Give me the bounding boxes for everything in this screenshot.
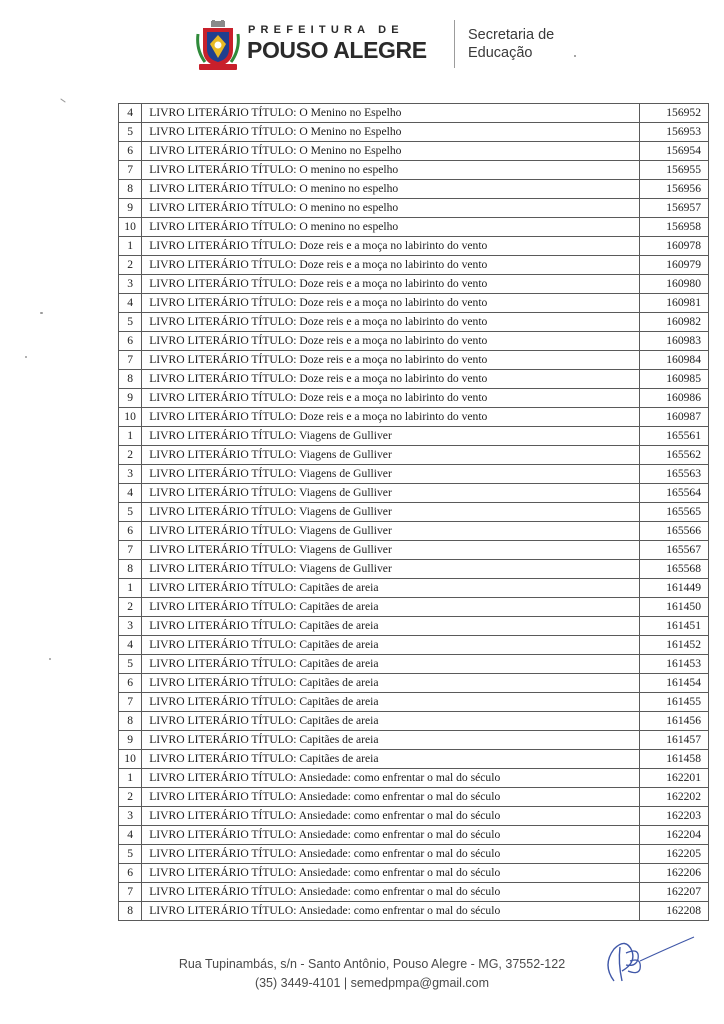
item-description-cell: LIVRO LITERÁRIO TÍTULO: Viagens de Gulliver (142, 465, 640, 484)
header-divider (454, 20, 455, 68)
item-description-cell: LIVRO LITERÁRIO TÍTULO: Ansiedade: como enfrentar o mal do século (142, 826, 640, 845)
city-crest-icon (196, 20, 240, 72)
item-number-cell: 6 (119, 674, 142, 693)
item-code-cell: 165567 (640, 541, 709, 560)
item-description-cell: LIVRO LITERÁRIO TÍTULO: Ansiedade: como enfrentar o mal do século (142, 788, 640, 807)
item-number-cell: 4 (119, 484, 142, 503)
item-number-cell: 5 (119, 503, 142, 522)
item-description-cell: LIVRO LITERÁRIO TÍTULO: Doze reis e a moça no labirinto do vento (142, 389, 640, 408)
item-number-cell: 3 (119, 465, 142, 484)
item-code-cell: 161454 (640, 674, 709, 693)
item-code-cell: 165563 (640, 465, 709, 484)
item-code-cell: 161452 (640, 636, 709, 655)
table-row (119, 161, 709, 180)
table-row (119, 769, 709, 788)
item-number-cell: 9 (119, 389, 142, 408)
item-number-cell: 4 (119, 636, 142, 655)
item-description-cell: LIVRO LITERÁRIO TÍTULO: Viagens de Gulliver (142, 503, 640, 522)
table-row (119, 902, 709, 921)
item-number-cell: 1 (119, 237, 142, 256)
table-row (119, 845, 709, 864)
table-row (119, 294, 709, 313)
item-number-cell: 2 (119, 446, 142, 465)
item-description-cell: LIVRO LITERÁRIO TÍTULO: Capitães de areia (142, 750, 640, 769)
item-code-cell: 165566 (640, 522, 709, 541)
department-name (468, 26, 554, 62)
item-description-cell: LIVRO LITERÁRIO TÍTULO: Doze reis e a moça no labirinto do vento (142, 237, 640, 256)
table-row (119, 617, 709, 636)
item-description-cell: LIVRO LITERÁRIO TÍTULO: Viagens de Gulliver (142, 427, 640, 446)
item-code-cell: 160987 (640, 408, 709, 427)
table-row (119, 674, 709, 693)
item-code-cell: 162204 (640, 826, 709, 845)
item-number-cell: 2 (119, 788, 142, 807)
item-description-cell: LIVRO LITERÁRIO TÍTULO: Doze reis e a moça no labirinto do vento (142, 351, 640, 370)
item-number-cell: 1 (119, 427, 142, 446)
item-number-cell: 8 (119, 712, 142, 731)
item-code-cell: 162203 (640, 807, 709, 826)
table-row (119, 408, 709, 427)
scan-speck (49, 658, 51, 660)
item-code-cell: 161458 (640, 750, 709, 769)
item-number-cell: 8 (119, 560, 142, 579)
item-description-cell: LIVRO LITERÁRIO TÍTULO: Doze reis e a moça no labirinto do vento (142, 294, 640, 313)
table-row (119, 389, 709, 408)
item-number-cell: 8 (119, 902, 142, 921)
item-code-cell: 165568 (640, 560, 709, 579)
table-row (119, 142, 709, 161)
item-number-cell: 3 (119, 617, 142, 636)
item-code-cell: 162208 (640, 902, 709, 921)
table-row (119, 370, 709, 389)
item-description-cell: LIVRO LITERÁRIO TÍTULO: O menino no espelho (142, 161, 640, 180)
item-number-cell: 5 (119, 655, 142, 674)
item-description-cell: LIVRO LITERÁRIO TÍTULO: O menino no espelho (142, 180, 640, 199)
table-row (119, 807, 709, 826)
item-description-cell: LIVRO LITERÁRIO TÍTULO: Viagens de Gulliver (142, 484, 640, 503)
item-code-cell: 156957 (640, 199, 709, 218)
book-items-table (118, 103, 709, 921)
item-number-cell: 5 (119, 845, 142, 864)
item-description-cell: LIVRO LITERÁRIO TÍTULO: Doze reis e a moça no labirinto do vento (142, 408, 640, 427)
table-row (119, 826, 709, 845)
item-code-cell: 160981 (640, 294, 709, 313)
item-description-cell: LIVRO LITERÁRIO TÍTULO: Capitães de areia (142, 655, 640, 674)
item-number-cell: 3 (119, 807, 142, 826)
table-row (119, 465, 709, 484)
table-row (119, 731, 709, 750)
table-row (119, 180, 709, 199)
item-description-cell: LIVRO LITERÁRIO TÍTULO: O Menino no Espelho (142, 123, 640, 142)
item-description-cell: LIVRO LITERÁRIO TÍTULO: Ansiedade: como enfrentar o mal do século (142, 845, 640, 864)
item-code-cell: 160982 (640, 313, 709, 332)
item-description-cell: LIVRO LITERÁRIO TÍTULO: O menino no espelho (142, 218, 640, 237)
item-code-cell: 162205 (640, 845, 709, 864)
scan-speck (25, 356, 27, 358)
item-number-cell: 6 (119, 332, 142, 351)
item-code-cell: 156956 (640, 180, 709, 199)
item-number-cell: 9 (119, 731, 142, 750)
table-row (119, 237, 709, 256)
item-description-cell: LIVRO LITERÁRIO TÍTULO: Capitães de areia (142, 636, 640, 655)
table-row (119, 275, 709, 294)
item-code-cell: 161449 (640, 579, 709, 598)
item-number-cell: 1 (119, 769, 142, 788)
item-description-cell: LIVRO LITERÁRIO TÍTULO: Capitães de areia (142, 579, 640, 598)
item-code-cell: 156955 (640, 161, 709, 180)
table-row (119, 541, 709, 560)
table-row (119, 598, 709, 617)
item-number-cell: 5 (119, 123, 142, 142)
item-number-cell: 8 (119, 370, 142, 389)
item-code-cell: 160979 (640, 256, 709, 275)
item-description-cell: LIVRO LITERÁRIO TÍTULO: Ansiedade: como enfrentar o mal do século (142, 902, 640, 921)
item-code-cell: 160978 (640, 237, 709, 256)
prefeitura-logo (196, 18, 576, 74)
item-description-cell: LIVRO LITERÁRIO TÍTULO: Capitães de areia (142, 598, 640, 617)
item-description-cell: LIVRO LITERÁRIO TÍTULO: Ansiedade: como enfrentar o mal do século (142, 769, 640, 788)
table-row (119, 522, 709, 541)
item-number-cell: 10 (119, 218, 142, 237)
table-row (119, 579, 709, 598)
item-description-cell: LIVRO LITERÁRIO TÍTULO: Ansiedade: como enfrentar o mal do século (142, 883, 640, 902)
footer-address: Rua Tupinambás, s/n - Santo Antônio, Pouso Alegre - MG, 37552-122 (178, 957, 566, 971)
item-number-cell: 4 (119, 104, 142, 123)
table-row (119, 427, 709, 446)
table-row (119, 446, 709, 465)
table-row (119, 503, 709, 522)
item-number-cell: 7 (119, 161, 142, 180)
item-number-cell: 1 (119, 579, 142, 598)
table-row (119, 199, 709, 218)
item-code-cell: 162202 (640, 788, 709, 807)
table-row (119, 864, 709, 883)
table-row (119, 655, 709, 674)
item-code-cell: 156958 (640, 218, 709, 237)
item-number-cell: 5 (119, 313, 142, 332)
item-number-cell: 7 (119, 541, 142, 560)
item-code-cell: 162206 (640, 864, 709, 883)
item-number-cell: 6 (119, 522, 142, 541)
item-code-cell: 160986 (640, 389, 709, 408)
item-code-cell: 161455 (640, 693, 709, 712)
brand-top-text: PREFEITURA DE (248, 24, 404, 36)
item-description-cell: LIVRO LITERÁRIO TÍTULO: Capitães de areia (142, 712, 640, 731)
item-description-cell: LIVRO LITERÁRIO TÍTULO: Viagens de Gulliver (142, 541, 640, 560)
page-header (0, 0, 724, 95)
handwritten-signature (596, 931, 696, 987)
item-number-cell: 7 (119, 693, 142, 712)
item-code-cell: 165564 (640, 484, 709, 503)
item-number-cell: 3 (119, 275, 142, 294)
department-line-1: Secretaria de (468, 27, 555, 43)
item-description-cell: LIVRO LITERÁRIO TÍTULO: Capitães de areia (142, 617, 640, 636)
table-row (119, 332, 709, 351)
item-code-cell: 165561 (640, 427, 709, 446)
item-code-cell: 165565 (640, 503, 709, 522)
table-row (119, 351, 709, 370)
table-row (119, 218, 709, 237)
item-description-cell: LIVRO LITERÁRIO TÍTULO: O Menino no Espelho (142, 142, 640, 161)
item-description-cell: LIVRO LITERÁRIO TÍTULO: Ansiedade: como enfrentar o mal do século (142, 864, 640, 883)
table-row (119, 104, 709, 123)
item-number-cell: 9 (119, 199, 142, 218)
item-code-cell: 156952 (640, 104, 709, 123)
item-number-cell: 2 (119, 598, 142, 617)
item-number-cell: 2 (119, 256, 142, 275)
item-description-cell: LIVRO LITERÁRIO TÍTULO: Viagens de Gulliver (142, 522, 640, 541)
page-footer (0, 945, 724, 1005)
table-row (119, 256, 709, 275)
item-description-cell: LIVRO LITERÁRIO TÍTULO: O menino no espelho (142, 199, 640, 218)
item-number-cell: 10 (119, 750, 142, 769)
item-description-cell: LIVRO LITERÁRIO TÍTULO: Doze reis e a moça no labirinto do vento (142, 313, 640, 332)
table-row (119, 750, 709, 769)
table-row (119, 560, 709, 579)
scan-speck (40, 312, 43, 314)
item-number-cell: 6 (119, 864, 142, 883)
item-number-cell: 4 (119, 826, 142, 845)
table-row (119, 693, 709, 712)
item-code-cell: 161451 (640, 617, 709, 636)
item-number-cell: 7 (119, 351, 142, 370)
item-number-cell: 6 (119, 142, 142, 161)
item-code-cell: 160985 (640, 370, 709, 389)
item-code-cell: 165562 (640, 446, 709, 465)
item-number-cell: 10 (119, 408, 142, 427)
item-code-cell: 160980 (640, 275, 709, 294)
item-description-cell: LIVRO LITERÁRIO TÍTULO: Viagens de Gulliver (142, 560, 640, 579)
item-description-cell: LIVRO LITERÁRIO TÍTULO: Ansiedade: como enfrentar o mal do século (142, 807, 640, 826)
table-row (119, 123, 709, 142)
item-description-cell: LIVRO LITERÁRIO TÍTULO: Doze reis e a moça no labirinto do vento (142, 275, 640, 294)
item-description-cell: LIVRO LITERÁRIO TÍTULO: Capitães de areia (142, 731, 640, 750)
item-code-cell: 162207 (640, 883, 709, 902)
table-row (119, 313, 709, 332)
item-code-cell: 161456 (640, 712, 709, 731)
item-code-cell: 161457 (640, 731, 709, 750)
table-row (119, 788, 709, 807)
item-description-cell: LIVRO LITERÁRIO TÍTULO: O Menino no Espelho (142, 104, 640, 123)
item-number-cell: 4 (119, 294, 142, 313)
item-description-cell: LIVRO LITERÁRIO TÍTULO: Viagens de Gulliver (142, 446, 640, 465)
item-number-cell: 7 (119, 883, 142, 902)
item-code-cell: 160984 (640, 351, 709, 370)
table-row (119, 883, 709, 902)
item-code-cell: 160983 (640, 332, 709, 351)
table-row (119, 712, 709, 731)
table-row (119, 484, 709, 503)
item-code-cell: 156954 (640, 142, 709, 161)
item-code-cell: 161450 (640, 598, 709, 617)
item-description-cell: LIVRO LITERÁRIO TÍTULO: Capitães de areia (142, 674, 640, 693)
table-row (119, 636, 709, 655)
item-description-cell: LIVRO LITERÁRIO TÍTULO: Doze reis e a moça no labirinto do vento (142, 332, 640, 351)
footer-contact: (35) 3449-4101 | semedpmpa@gmail.com (254, 976, 490, 990)
item-code-cell: 161453 (640, 655, 709, 674)
scan-speck (60, 98, 65, 102)
item-code-cell: 162201 (640, 769, 709, 788)
brand-main-text: POUSO ALEGRE (247, 37, 427, 63)
department-line-2: Educação (468, 45, 533, 61)
item-description-cell: LIVRO LITERÁRIO TÍTULO: Doze reis e a moça no labirinto do vento (142, 370, 640, 389)
item-description-cell: LIVRO LITERÁRIO TÍTULO: Doze reis e a moça no labirinto do vento (142, 256, 640, 275)
item-description-cell: LIVRO LITERÁRIO TÍTULO: Capitães de areia (142, 693, 640, 712)
item-number-cell: 8 (119, 180, 142, 199)
item-code-cell: 156953 (640, 123, 709, 142)
scan-speck (574, 55, 576, 57)
